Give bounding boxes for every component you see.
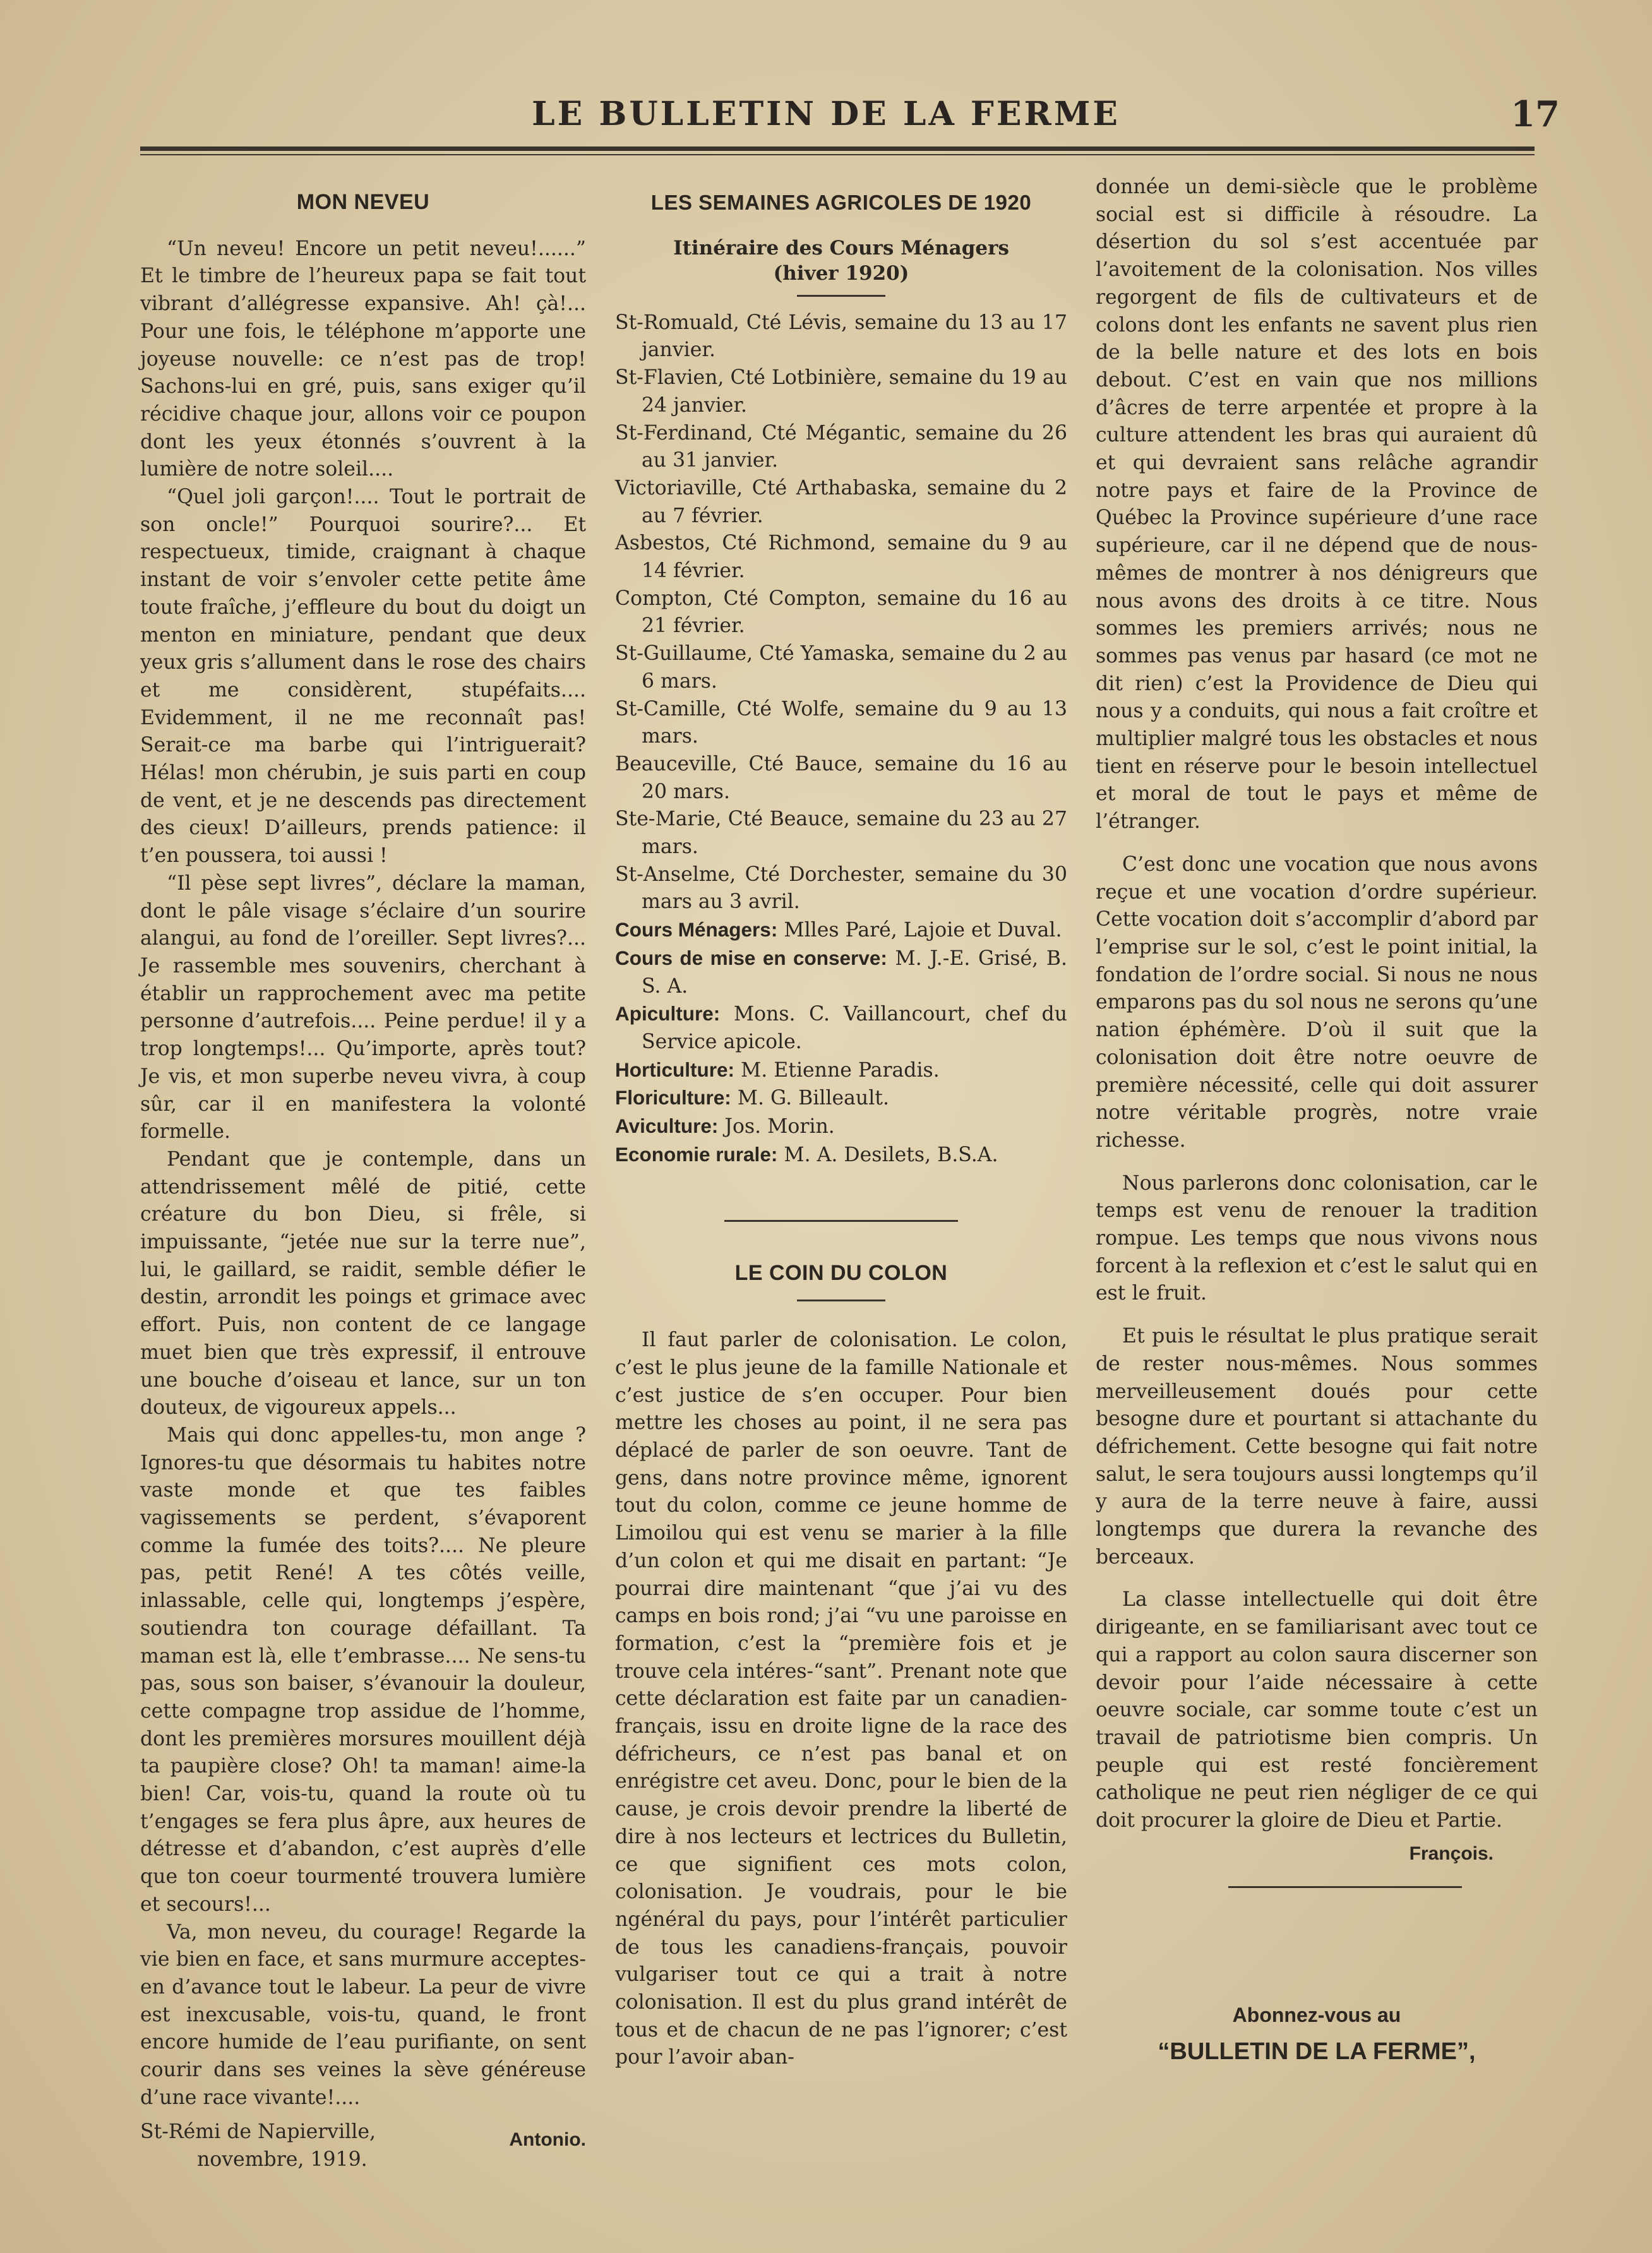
itinerary-entry: Beauceville, Cté Bauce, semaine du 16 au 20 mars.	[615, 752, 1067, 803]
paragraph: Pendant que je contemple, dans un attendrissement mêlé de pitié, cette créature du bon Dieu, si frêle, si impuissante, “jetée nue sur la terre nue”, lui, le gaillard, se raidit, semble défier le destin, arrondit les poings et grimace avec effort. Puis, non content de ce langage muet bien que très expressif, il entrouve une bouche d’oiseau et lance, sur un ton douteux, de vigoureux appels...	[140, 1147, 586, 1419]
staff-label: Cours Ménagers:	[615, 918, 778, 941]
staff-entry	[615, 1000, 1067, 1056]
column-semaines-agricoles	[615, 174, 1067, 2072]
section-divider	[724, 1220, 958, 1222]
staff-label: Aviculture:	[615, 1115, 719, 1138]
place-line: St-Rémi de Napierville,	[140, 2120, 376, 2143]
staff-names: M. Etienne Paradis.	[734, 1058, 940, 1082]
paragraph: Va, mon neveu, du courage! Regarde la vie bien en face, et sans murmure acceptes-en d’avance tout le labeur. La peur de vivre est inexcusable, vois-tu, quand, le front encore humide de l’eau purifiante, on sent courir dans ses veines la sève généreuse d’une race vivante!....	[140, 1920, 586, 2109]
staff-label: Cours de mise en conserve:	[615, 946, 887, 969]
itinerary-entry: St-Camille, Cté Wolfe, semaine du 9 au 13 mars.	[615, 697, 1067, 748]
paragraph: La classe intellectuelle qui doit être dirigeante, en se familiarisant avec tout ce qui a rapport au colon saura discerner son devoir pour l’aide nécessaire à cette oeuvre sociale, car somme toute c’est un travail de patriotisme bien compris. Un peuple qui est resté foncièrement catholique ne peut rien négliger de ce qui doit procurer la gloire de Dieu et Partie.	[1096, 1588, 1538, 1832]
itinerary-entry: St-Guillaume, Cté Yamaska, semaine du 2 au 6 mars.	[615, 642, 1067, 693]
header-rule-thick	[140, 146, 1535, 151]
article-signoff	[140, 2119, 586, 2182]
paragraph: “Quel joli garçon!.... Tout le portrait de son oncle!” Pourquoi sourire?... Et respectueux, timide, craignant à chaque instant de voir s’envoler cette petite âme toute fraîche, j’effleure du bout du doigt un menton en miniature, pendant que deux yeux gris s’allument dans le rose des chairs et me considèrent, stupéfaits.... Evidemment, il ne me reconnaît pas! Serait-ce ma barbe qui l’intriguerait? Hélas! mon chérubin, je suis parti en coup de vent, et je ne descends pas directement des cieux! D’ailleurs, prends patience: il t’en poussera, toi aussi !	[140, 486, 586, 868]
itinerary-list	[615, 309, 1067, 916]
staff-names: Jos. Morin.	[718, 1115, 835, 1138]
subscribe-callout-line1: Abonnez-vous au	[1232, 2004, 1401, 2027]
running-head-title: LE BULLETIN DE LA FERME	[532, 95, 1120, 133]
paragraph: Nous parlerons donc colonisation, car le temps est venu de renouer la tradition rompue. Les temps que nous vivons nous forcent à la reflexion et c’est le salut qui en est le fruit.	[1096, 1171, 1538, 1305]
itinerary-entry: Ste-Marie, Cté Beauce, semaine du 23 au 27 mars.	[615, 808, 1067, 859]
paragraph: Et puis le résultat le plus pratique serait de rester nous-mêmes. Nous sommes merveilleusement doués pour cette besogne dure et pourtant si attachante du défrichement. Cette besogne qui fait notre salut, le sera toujours aussi longtemps qu’il y aura de la terre neuve à faire, aussi longtemps que durera la revanche des berceaux.	[1096, 1325, 1538, 1569]
subscribe-callout-line2: “BULLETIN DE LA FERME”,	[1158, 2038, 1476, 2065]
header-rule-thin	[140, 154, 1535, 155]
itinerary-entry: St-Flavien, Cté Lotbinière, semaine du 19 au 24 janvier.	[615, 366, 1067, 417]
staff-names: Mons. C. Vaillancourt, chef du Service apicole.	[642, 1003, 1067, 1053]
staff-names: M. G. Billeault.	[731, 1087, 889, 1110]
itinerary-entry: Compton, Cté Compton, semaine du 16 au 21 février.	[615, 587, 1067, 638]
staff-label: Economie rurale:	[615, 1142, 778, 1166]
author-signature: Antonio.	[509, 2129, 586, 2150]
author-signature: François.	[1409, 1843, 1493, 1864]
staff-list	[615, 916, 1067, 1169]
staff-entry	[615, 1113, 1067, 1141]
staff-entry	[615, 945, 1067, 1000]
staff-names: Mlles Paré, Lajoie et Duval.	[777, 919, 1062, 942]
staff-label: Apiculture:	[615, 1002, 721, 1025]
date-line: novembre, 1919.	[197, 2148, 368, 2171]
itinerary-entry: St-Anselme, Cté Dorchester, semaine du 30 mars au 3 avril.	[615, 863, 1067, 914]
itinerary-season: (hiver 1920)	[773, 261, 909, 285]
paragraph: C’est donc une vocation que nous avons reçue et une vocation d’ordre supérieur. Cette vocation doit s’accomplir d’abord par l’emprise sur le sol, c’est le point initial, la fondation de l’ordre social. Si nous ne nous emparons pas du sol nous ne serons qu’une nation éphémère. D’où il suit que la colonisation doit être notre oeuvre de première nécessité, celle qui doit assurer notre véritable progrès, notre vraie richesse.	[1096, 852, 1538, 1152]
itinerary-entry: Victoriaville, Cté Arthabaska, semaine du 2 au 7 février.	[615, 476, 1067, 527]
itinerary-entry: St-Ferdinand, Cté Mégantic, semaine du 26 au 31 janvier.	[615, 421, 1067, 472]
article-title-coin-du-colon: LE COIN DU COLON	[734, 1260, 948, 1285]
itinerary-subtitle: Itinéraire des Cours Ménagers	[673, 236, 1009, 260]
paragraph: Il faut parler de colonisation. Le colon, c’est le plus jeune de la famille Nationale et c’est justice de s’en occuper. Pour bien mettre les choses au point, il ne sera pas déplacé de parler de son oeuvre. Tant de gens, dans notre province même, ignorent tout du colon, comme ce jeune homme de Limoilou qui est venu se marier à la fille d’un colon et qui me disait en partant: “Je pourrai dire maintenant “que j’ai vu des camps en bois rond; j’ai “vu une paroisse en formation, c’est la “première fois et je trouve cela intéres-“sant”. Prenant note que cette déclaration est faite par un canadien-français, issu en droite ligne de la race des défricheurs, ce n’est pas banal et on enrégistre cet aveu. Donc, pour le bien de la cause, je crois devoir prendre la liberté de dire à nos lecteurs et lectrices du Bulletin, ce que signifient ces mots colon, colonisation. Je voudrais, pour le bie ngénéral du pays, pour l’intérêt particulier de tous les canadiens-français, pouvoir vulgariser tout ce qui a trait à notre colonisation. Il est du plus grand intérêt de tous et de chacun de ne pas l’ignorer; c’est pour l’avoir aban-	[615, 1329, 1067, 2069]
paragraph: “Un neveu! Encore un petit neveu!......” Et le timbre de l’heureux papa se fait tout vibrant d’allégresse expansive. Ah! çà!... Pour une fois, le téléphone m’apporte une joyeuse nouvelle: ce n’est pas de trop! Sachons-lui en gré, puis, sans exiger qu’il récidive chaque jour, allons voir ce poupon dont les yeux étonnés s’ouvrent à la lumière de notre soleil....	[140, 237, 586, 481]
staff-entry	[615, 1056, 1067, 1085]
itinerary-entry: St-Romuald, Cté Lévis, semaine du 13 au 17 janvier.	[615, 311, 1067, 362]
article-title-mon-neveu: MON NEVEU	[296, 190, 430, 214]
column-mon-neveu	[140, 174, 586, 2182]
itinerary-entry: Asbestos, Cté Richmond, semaine du 9 au 14 février.	[615, 532, 1067, 583]
title-rule	[797, 295, 885, 297]
article-title-semaines: LES SEMAINES AGRICOLES DE 1920	[650, 191, 1032, 214]
paragraph: Mais qui donc appelles-tu, mon ange ? Ignores-tu que désormais tu habites notre vaste monde et que tes faibles vagissements se perdent, s’évaporent comme la fumée des toits?.... Ne pleure pas, petit René! A tes côtés veille, inlassable, celle qui, longtemps j’espère, soutiendra ton courage défaillant. Ta maman est là, elle t’embrasse.... Ne sens-tu pas, sous son baiser, s’évanouir la douleur, cette compagne trop assidue de l’homme, dont les premières morsures mouillent déjà ta paupière close? Oh! ta maman! aime-la bien! Car, vois-tu, quand la route où tu t’engages se fera plus âpre, aux heures de détresse et d’abandon, c’est auprès d’elle que ton coeur tourmenté trouvera lumière et secours!...	[140, 1423, 586, 1916]
staff-entry	[615, 916, 1067, 945]
column-continuation	[1096, 174, 1538, 2066]
staff-names: M. A. Desilets, B.S.A.	[777, 1143, 998, 1166]
paragraph: “Il pèse sept livres”, déclare la maman, dont le pâle visage s’éclaire d’un sourire alangui, au fond de l’oreiller. Sept livres?... Je rassemble mes souvenirs, cherchant à établir un rapprochement avec ma petite personne d’autrefois.... Peine perdue! il y a trop longtemps!... Qu’importe, après tout? Je vis, et mon superbe neveu vivra, à coup sûr, car il en manifestera la volonté formelle.	[140, 871, 586, 1144]
staff-label: Floriculture:	[615, 1086, 731, 1109]
staff-label: Horticulture:	[615, 1058, 734, 1081]
staff-names: M. J.-E. Grisé, B. S. A.	[642, 947, 1067, 998]
page-number: 17	[1511, 93, 1560, 135]
paragraph: donnée un demi-siècle que le problème social est si difficile à résoudre. La désertion du sol s’est accentuée par l’avoitement de la colonisation. Nos villes regorgent de fils de cultivateurs et de colons dont les enfants ne savent plus rien de la belle nature et des lots en bois debout. C’est en vain que nos millions d’âcres de terre arpentée et propre à la culture attendent les bras qui auraient dû et qui devraient sans relâche agrandir notre pays et faire de la Province de Québec la Province supérieure d’une race supérieure, car il ne dépend que de nous-mêmes de montrer à nos dénigreurs que nous avons des droits à ce titre. Nous sommes les premiers arrivés; nous ne sommes pas venus par hasard (ce mot ne dit rien) c’est la Providence de Dieu qui nous y a conduits, qui nous a fait croître et multiplier malgré tous les obstacles et nous tient en réserve pour le besoin intellectuel et moral de tout le pays et même de l’étranger.	[1096, 176, 1538, 834]
staff-entry	[615, 1084, 1067, 1113]
staff-entry	[615, 1141, 1067, 1169]
title-rule	[797, 1300, 885, 1301]
